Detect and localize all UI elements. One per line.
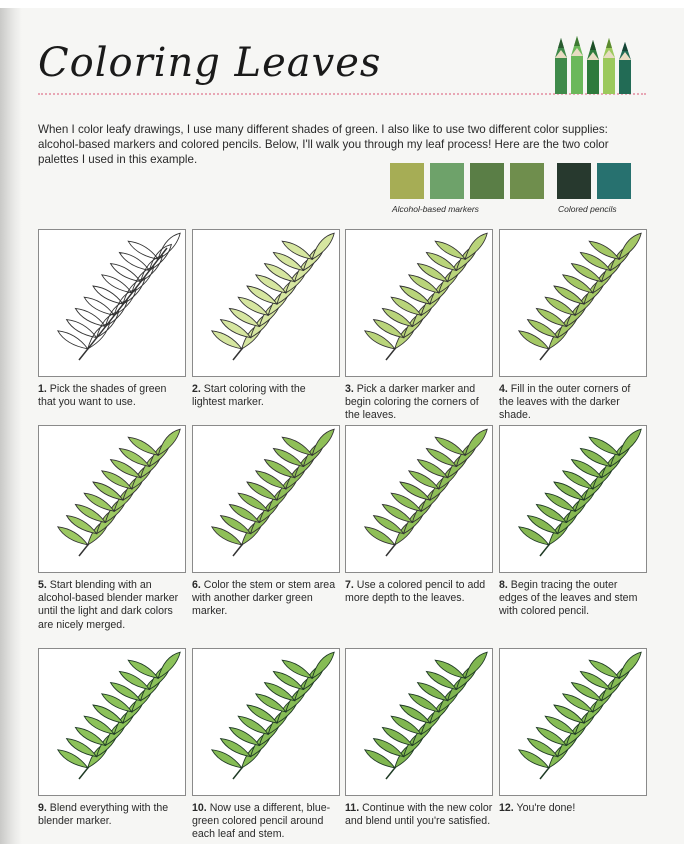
step-number: 3.: [345, 383, 354, 395]
book-spine-shadow: [0, 0, 22, 844]
marker-swatch: [470, 163, 504, 199]
step-text: Fill in the outer corners of the leaves with the darker shade.: [499, 383, 631, 422]
step-number: 5.: [38, 579, 47, 591]
step-11: [345, 648, 493, 828]
step-text: Blend everything with the blender marker.: [38, 802, 169, 828]
step-photo: [345, 425, 493, 573]
pencil-swatch: [557, 163, 591, 199]
step-1: [38, 229, 186, 409]
step-number: 4.: [499, 383, 508, 395]
step-caption: [192, 383, 340, 409]
step-number: 8.: [499, 579, 508, 591]
marker-swatch: [430, 163, 464, 199]
step-photo: [38, 648, 186, 796]
step-7: [345, 425, 493, 605]
step-text: Continue with the new color and blend until you're satisfied.: [345, 802, 493, 828]
step-2: [192, 229, 340, 409]
step-text: Pick a darker marker and begin coloring the corners of the leaves.: [345, 383, 479, 422]
step-photo: [192, 229, 340, 377]
step-photo: [345, 229, 493, 377]
step-caption: [345, 802, 493, 828]
step-text: You're done!: [516, 802, 576, 814]
step-caption: [192, 579, 340, 619]
step-text: Begin tracing the outer edges of the leaves and stem with colored pencil.: [499, 579, 638, 618]
step-photo: [38, 229, 186, 377]
step-text: Use a colored pencil to add more depth to the leaves.: [345, 579, 486, 605]
step-caption: [345, 579, 493, 605]
step-4: [499, 229, 647, 423]
pencil-swatch: [597, 163, 631, 199]
step-9: [38, 648, 186, 828]
step-number: 6.: [192, 579, 201, 591]
step-number: 9.: [38, 802, 47, 814]
marker-swatch: [510, 163, 544, 199]
pencils-label: Colored pencils: [558, 204, 617, 214]
step-caption: [499, 802, 647, 815]
step-caption: [192, 802, 340, 842]
step-number: 11.: [345, 802, 360, 814]
step-caption: [38, 802, 186, 828]
step-text: Now use a different, blue-green colored pencil around each leaf and stem.: [192, 802, 331, 841]
step-text: Start coloring with the lightest marker.: [192, 383, 306, 409]
step-photo: [38, 425, 186, 573]
intro-paragraph: When I color leafy drawings, I use many different shades of green. I also like to use two different color supplies: alcohol-based markers and colored pencils. Below, I'll walk you through my leaf process! Here are the two color palettes I used in this example.: [38, 123, 609, 166]
step-photo: [499, 648, 647, 796]
step-caption: [38, 383, 186, 409]
colored-pencils-icon: [553, 36, 635, 94]
step-number: 10.: [192, 802, 207, 814]
step-photo: [192, 425, 340, 573]
step-12: [499, 648, 647, 815]
step-caption: [38, 579, 186, 632]
step-number: 1.: [38, 383, 47, 395]
step-caption: [345, 383, 493, 423]
marker-swatch: [390, 163, 424, 199]
step-caption: [499, 383, 647, 423]
step-photo: [192, 648, 340, 796]
step-8: [499, 425, 647, 619]
step-caption: [499, 579, 647, 619]
step-photo: [499, 229, 647, 377]
markers-label: Alcohol-based markers: [392, 204, 479, 214]
step-6: [192, 425, 340, 619]
step-photo: [499, 425, 647, 573]
step-photo: [345, 648, 493, 796]
step-3: [345, 229, 493, 423]
step-number: 7.: [345, 579, 354, 591]
step-5: [38, 425, 186, 632]
step-number: 2.: [192, 383, 201, 395]
step-number: 12.: [499, 802, 514, 814]
step-text: Pick the shades of green that you want to use.: [38, 383, 167, 409]
page-title: Coloring Leaves: [38, 40, 382, 86]
step-10: [192, 648, 340, 842]
step-text: Start blending with an alcohol-based blender marker until the light and dark colors are nicely merged.: [38, 579, 179, 631]
top-edge: [0, 0, 684, 8]
step-text: Color the stem or stem area with another darker green marker.: [192, 579, 336, 618]
